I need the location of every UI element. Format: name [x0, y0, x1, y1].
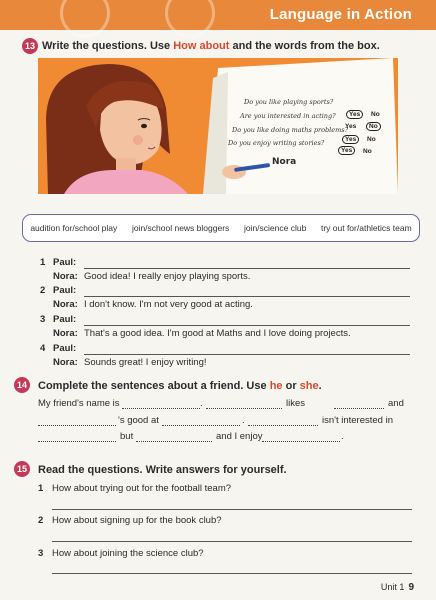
survey-question: Do you like doing maths problems?: [232, 126, 349, 134]
paul-label: Paul:: [53, 343, 77, 354]
nora-label: Nora:: [53, 357, 78, 368]
page-number: 9: [408, 582, 414, 593]
sentence-text: .: [242, 415, 245, 426]
paul-label: Paul:: [53, 285, 77, 296]
instruction-highlight: she: [299, 380, 319, 392]
sentence-text: .: [341, 431, 344, 442]
page-footer: [381, 582, 414, 593]
fill-blank[interactable]: [38, 425, 116, 426]
fill-blank[interactable]: [248, 425, 318, 426]
sentence-text: 's good at: [118, 415, 159, 426]
sentence-text: but: [120, 431, 134, 442]
exercise-14-number: 14: [14, 377, 30, 393]
paul-label: Paul:: [53, 257, 77, 268]
exercise-15-instruction: Read the questions. Write answers for yourself.: [38, 464, 287, 476]
fill-blank[interactable]: [334, 408, 384, 409]
exercise-13-number: 13: [22, 38, 38, 54]
survey-no: No: [371, 111, 380, 118]
question-number: 2: [38, 515, 44, 526]
question-text: How about joining the science club?: [52, 548, 204, 559]
nora-label: Nora:: [53, 328, 78, 339]
instruction-text: .: [318, 380, 322, 392]
globe-decoration-icon: [165, 0, 215, 38]
word-box: [22, 214, 420, 242]
answer-write-line[interactable]: [84, 268, 410, 269]
dialogue-number: 1: [40, 257, 46, 268]
nora-answer: I don't know. I'm not very good at acting.: [84, 299, 253, 310]
globe-decoration-icon: [60, 0, 110, 38]
survey-yes: Yes: [345, 123, 357, 130]
instruction-text: Complete the sentences about a friend. Use: [38, 380, 267, 392]
word-box-item: audition for/school play: [30, 223, 118, 233]
sentence-text: likes: [286, 398, 306, 409]
survey-question: Are you interested in acting?: [240, 112, 336, 120]
survey-yes: Yes: [338, 146, 355, 155]
question-text: How about trying out for the football team?: [52, 483, 232, 494]
instruction-text: Write the questions. Use: [42, 40, 171, 52]
fill-blank[interactable]: [136, 441, 212, 442]
survey-question: Do you like playing sports?: [244, 98, 334, 106]
survey-question: Do you enjoy writing stories?: [228, 139, 325, 147]
instruction-highlight: How about: [173, 40, 230, 52]
word-box-item: try out for/athletics team: [320, 223, 412, 233]
answer-write-line[interactable]: [84, 325, 410, 326]
nora-answer: That's a good idea. I'm good at Maths and I love doing projects.: [84, 328, 351, 339]
unit-label: Unit 1: [380, 582, 405, 592]
word-box-item: join/school news bloggers: [131, 223, 230, 233]
word-box-item: join/science club: [243, 223, 307, 233]
question-text: How about signing up for the book club?: [52, 515, 222, 526]
exercise-13-instruction: [42, 40, 380, 52]
nora-answer: Sounds great! I enjoy writing!: [84, 357, 207, 368]
nora-label: Nora:: [53, 299, 78, 310]
instruction-text: or: [285, 380, 297, 392]
fill-blank[interactable]: [162, 425, 240, 426]
fill-blank[interactable]: [262, 441, 340, 442]
survey-no: No: [366, 122, 381, 131]
sentence-text: and: [388, 398, 404, 409]
question-number: 3: [38, 548, 44, 559]
answer-write-line[interactable]: [84, 354, 410, 355]
survey-no: No: [367, 136, 376, 143]
fill-blank[interactable]: [122, 408, 200, 409]
sentence-text: .: [200, 398, 203, 409]
answer-write-line[interactable]: [84, 296, 410, 297]
survey-yes: Yes: [342, 135, 359, 144]
sentence-text: isn't interested in: [322, 415, 393, 426]
answer-write-line[interactable]: [52, 541, 412, 542]
dialogue-number: 2: [40, 285, 46, 296]
sentence-text: and I enjoy: [216, 431, 263, 442]
sentence-text: My friend's name is: [38, 398, 120, 409]
instruction-text: and the words from the box.: [232, 40, 380, 52]
nora-label: Nora:: [53, 271, 78, 282]
nora-answer: Good idea! I really enjoy playing sports.: [84, 271, 251, 282]
page-title: Language in Action: [269, 6, 412, 23]
instruction-highlight: he: [269, 380, 283, 392]
answer-write-line[interactable]: [52, 573, 412, 574]
dialogue-number: 3: [40, 314, 46, 325]
dialogue-number: 4: [40, 343, 46, 354]
question-number: 1: [38, 483, 44, 494]
survey-signature: Nora: [272, 157, 297, 167]
survey-yes: Yes: [346, 110, 363, 119]
exercise-14-instruction: [38, 380, 322, 392]
fill-blank[interactable]: [206, 408, 282, 409]
paul-label: Paul:: [53, 314, 77, 325]
fill-blank[interactable]: [38, 441, 116, 442]
answer-write-line[interactable]: [52, 509, 412, 510]
header-banner: [0, 0, 436, 30]
survey-no: No: [363, 148, 372, 155]
exercise-15-number: 15: [14, 461, 30, 477]
